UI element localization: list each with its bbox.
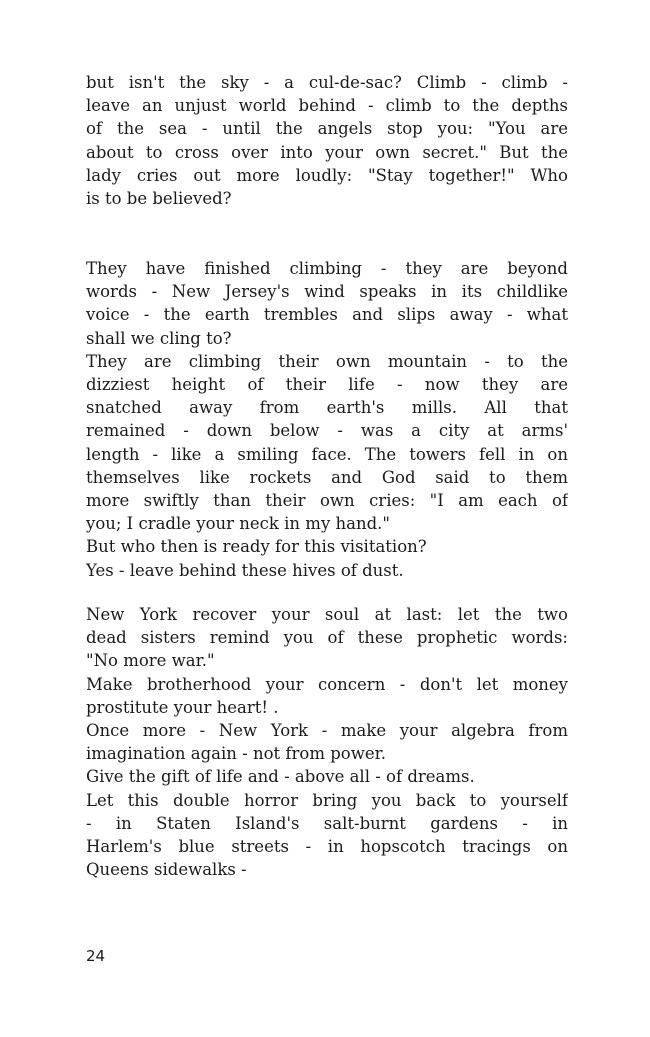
text-line: Yes - leave behind these hives of dust. (86, 560, 404, 580)
text-line: dizziest height of their life - now they are (86, 375, 568, 395)
text-line: but isn't the sky - a cul-de-sac? Climb - climb - (86, 73, 568, 92)
text-line: But who then is ready for this visitation? (86, 537, 427, 557)
text-line: is to be believed? (86, 189, 232, 209)
text-line: leave an unjust world behind - climb to the depths (86, 96, 568, 116)
text-line: snatched away from earth's mills. All that (86, 398, 568, 418)
text-line: They have finished climbing - they are beyond (86, 259, 568, 278)
text-line: more swiftly than their own cries: "I am each of (86, 491, 568, 511)
text-line: Once more - New York - make your algebra from (86, 721, 568, 741)
text-line: New York recover your soul at last: let the two (86, 605, 568, 624)
text-line: - in Staten Island's salt-burnt gardens - in (86, 813, 568, 833)
paragraph-3 (86, 603, 568, 881)
text-line: lady cries out more loudly: "Stay together!" Who (86, 165, 568, 185)
text-line: length - like a smiling face. The towers fell in on (86, 444, 568, 464)
text-line: dead sisters remind you of these prophetic words: (86, 628, 568, 648)
text-line: Queens sidewalks - (86, 860, 247, 880)
text-line: Harlem's blue streets - in hopscotch tracings on (86, 837, 568, 857)
text-line: Make brotherhood your concern - don't let money (86, 674, 568, 694)
text-line: They are climbing their own mountain - to the (86, 351, 568, 371)
text-line: imagination again - not from power. (86, 744, 386, 764)
text-line: shall we cling to? (86, 328, 232, 348)
text-line: "No more war." (86, 651, 215, 671)
text-line: you; I cradle your neck in my hand." (86, 514, 391, 534)
text-line: about to cross over into your own secret." But the (86, 142, 568, 162)
text-line: Give the gift of life and - above all - of dreams. (86, 767, 475, 787)
text-line: prostitute your heart! . (86, 697, 279, 717)
text-line: voice - the earth trembles and slips away - what (86, 305, 568, 325)
text-line: remained - down below - was a city at arms' (86, 421, 568, 441)
text-line: themselves like rockets and God said to them (86, 467, 568, 487)
text-line: of the sea - until the angels stop you: "You are (86, 119, 568, 139)
text-line: Let this double horror bring you back to yourself (86, 790, 568, 810)
paragraph-2 (86, 257, 568, 582)
text-line: words - New Jersey's wind speaks in its childlike (86, 282, 568, 302)
page-number: 24 (86, 947, 106, 965)
paragraph-1 (86, 71, 568, 210)
